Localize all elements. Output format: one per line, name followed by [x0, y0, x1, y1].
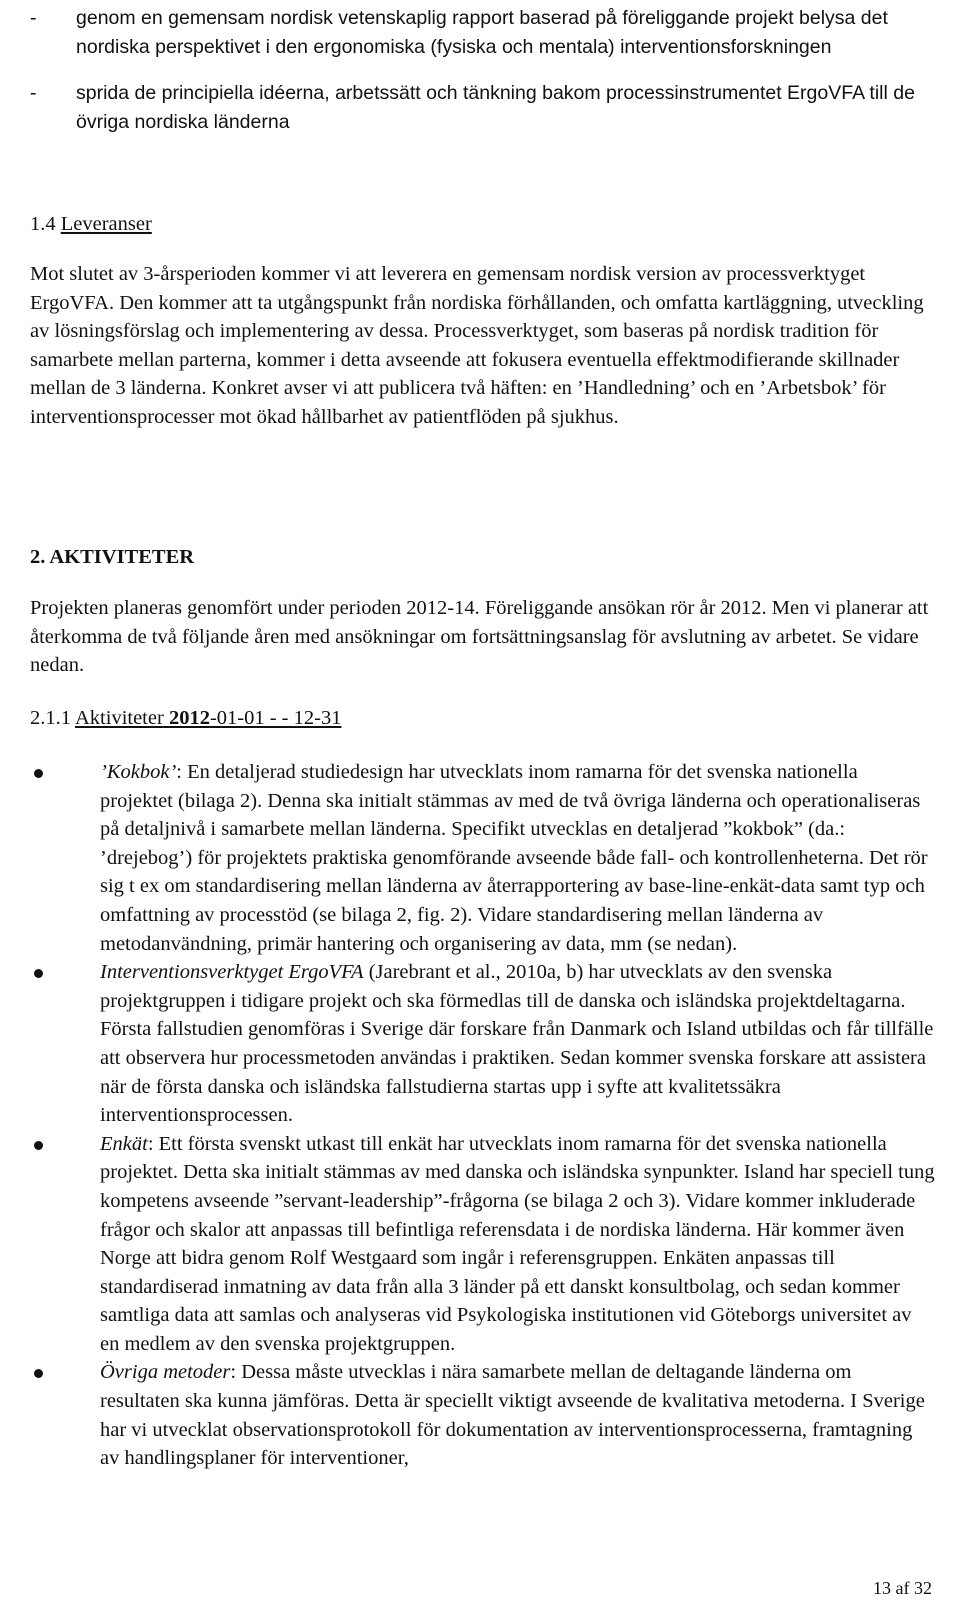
section-title-dates: -01-01 - - 12-31	[209, 707, 342, 729]
top-list	[30, 4, 935, 136]
list-item-text: genom en gemensam nordisk vetenskaplig rapport baserad på föreliggande projekt belysa det nordiska perspektivet i den ergonomiska (fysiska och mentala) interventionsforskningen	[76, 7, 888, 58]
bullet-icon	[34, 969, 43, 978]
section-heading-2-1-1	[30, 704, 935, 733]
list-item	[30, 758, 935, 958]
list-item	[30, 79, 935, 136]
list-item-term: Övriga metoder	[100, 1361, 231, 1384]
section-2-paragraph: Projekten planeras genomfört under perioden 2012-14. Föreliggande ansökan rör år 2012. Men vi planerar att återkomma de två följande åren med ansökningar om fortsättningsanslag för avslutning av arbetet. Se vidare nedan.	[30, 597, 929, 677]
section-title-text: Aktiviteter	[75, 707, 164, 729]
list-item	[30, 1130, 935, 1359]
section-number: 1.4	[30, 213, 56, 235]
list-item-term: Enkät	[100, 1132, 148, 1155]
list-item-text: (Jarebrant et al., 2010a, b) har utvecklats av den svenska projektgruppen i tidigare projekt och ska förmedlas till de danska och isländska projektdeltagarna. Första fallstudien genomföras i Sverige där forskare från Danmark och Island utbildas och får tillfälle att observera hur processmetoden användas i praktiken. Sedan kommer svenska forskare att assistera när de första danska och isländska fallstudierna startas upp i syfte att kvalitetssäkra interventionsprocessen.	[100, 961, 934, 1127]
list-item-text: : En detaljerad studiedesign har utvecklats inom ramarna för det svenska nationella projektet (bilaga 2). Denna ska initialt stämmas av med de två övriga länderna och operationaliseras på detaljnivå i samarbete mellan länderna. Specifikt utvecklas en detaljerad ”kokbok” (da.: ’drejebog’) för projektets praktiska genomförande avseende både fall- och kontrollenheterna. Det rör sig t ex om standardisering mellan länderna av återrapportering av base-line-enkät-data samt typ och omfattning av processtöd (se bilaga 2, fig. 2). Vidare standardisering mellan länderna av metodanvändning, primär hantering och organisering av data, mm (se nedan).	[100, 761, 928, 955]
list-item-text: sprida de principiella idéerna, arbetssätt och tänkning bakom processinstrumentet ErgoVFA till de övriga nordiska länderna	[76, 82, 915, 133]
section-title-year: 2012	[168, 707, 210, 729]
list-item-text: : Dessa måste utvecklas i nära samarbete mellan de deltagande länderna om resultaten ska kunna jämföras. Detta är speciellt viktigt avseende de kvalitativa metoderna. I Sverige har vi utvecklat observationsprotokoll för dokumentation av interventionsprocesserna, framtagning av handlingsplaner för interventioner,	[100, 1361, 925, 1470]
list-marker: -	[30, 7, 37, 29]
list-item	[30, 958, 935, 1130]
bullet-icon	[34, 1141, 43, 1150]
list-item-term: Interventionsverktyget ErgoVFA	[100, 961, 364, 984]
page-number: 13 af 32	[873, 1578, 932, 1598]
list-item	[30, 1358, 935, 1472]
activity-list	[30, 758, 935, 1473]
list-item-text: : Ett första svenskt utkast till enkät har utvecklats inom ramarna för det svenska nationella projektet. Detta ska initialt stämmas av med danska och isländska synpunkter. Island har speciell tung kompetens avseende ”servant-leadership”-frågorna (se bilaga 2 och 3). Vidare kommer inkluderade frågor och skalor att anpassas till befintliga referensdata i de nordiska länderna. Här kommer även Norge att bidra genom Rolf Westgaard som ingår i referensgruppen. Enkäten anpassas till standardiserad inmatning av data från alla 3 länder på ett danskt konsultbolag, och sedan kommer samtliga data att samlas och analyseras vid Psykologiska institutionen vid Göteborgs universitet av en medlem av den svenska projektgruppen.	[100, 1132, 935, 1355]
section-1-4-paragraph: Mot slutet av 3-årsperioden kommer vi att leverera en gemensam nordisk version av processverktyget ErgoVFA. Den kommer att ta utgångspunkt från nordiska förhållanden, och omfatta kartläggning, utveckling av lösningsförslag och implementering av dessa. Processverktyget, som baseras på nordisk tradition för samarbete mellan parterna, kommer i detta avseende att fokusera eventuella effektmodifierande skillnader mellan de 3 länderna. Konkret avser vi att publicera två häften: en ’Handledning’ och en ’Arbetsbok’ för interventionsprocesser mot ökad hållbarhet av patientflöden på sjukhus.	[30, 263, 924, 428]
section-title: Leveranser	[60, 213, 152, 235]
list-marker: -	[30, 82, 37, 105]
bullet-icon	[34, 769, 43, 778]
section-heading-2: 2. AKTIVITETER	[30, 546, 195, 568]
list-item	[30, 4, 935, 61]
section-title	[75, 707, 341, 729]
section-number: 2.1.1	[30, 707, 71, 729]
bullet-icon	[34, 1369, 43, 1378]
list-item-term: ’Kokbok’	[100, 761, 177, 783]
section-heading-1-4	[30, 210, 935, 239]
